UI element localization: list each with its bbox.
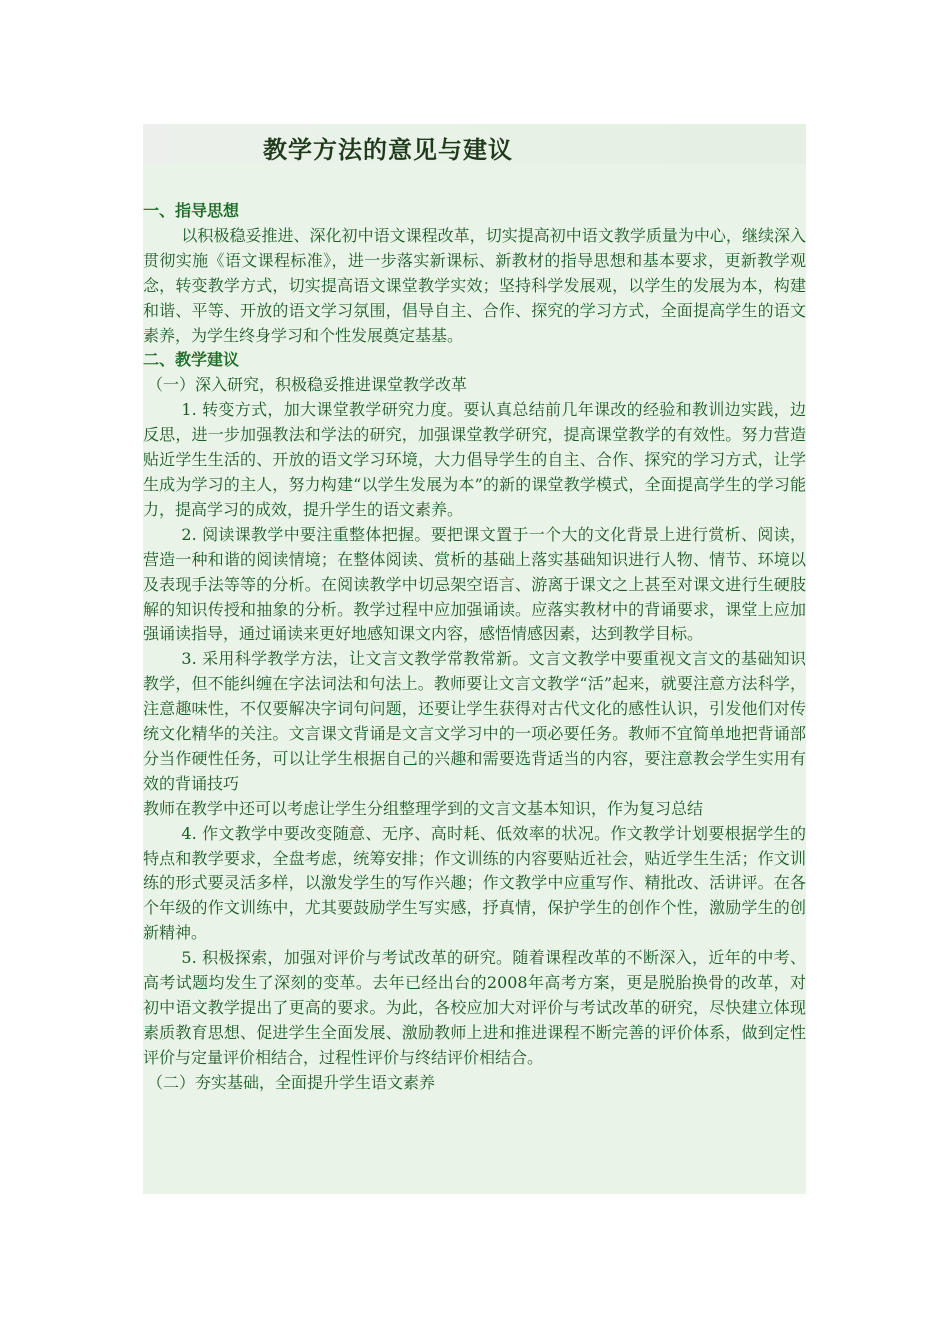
list-item: 3. 采用科学教学方法，让文言文教学常教常新。文言文教学中要重视文言文的基础知识教学，但不能纠缠在字法词法和句法上。教师要让文言文教学“活”起来，就要注意方法科学，注意趣味性，不仅要解决字词句问题，还要让学生获得对古代文化的感性认识，引发他们对传统文化精华的关注。文言课文背诵是文言文学习中的一项必要任务。教师不宜简单地把背诵部分当作硬性任务，可以让学生根据自己的兴趣和需要选背适当的内容，要注意教会学生实用有效的背诵技巧 [143, 649, 806, 793]
document-title: 教学方法的意见与建议 [263, 136, 513, 164]
list-item-continuation: 教师在教学中还可以考虑让学生分组整理学到的文言文基本知识，作为复习总结 [143, 798, 704, 818]
subheading: （二）夯实基础，全面提升学生语文素养 [147, 1072, 436, 1092]
section-heading: 二、教学建议 [143, 350, 240, 370]
paragraph: 以积极稳妥推进、深化初中语文课程改革，切实提高初中语文教学质量为中心，继续深入贯彻实施《语文课程标准》，进一步落实新课标、新教材的指导思想和基本要求，更新教学观念，转变教学方式，切实提高语文课堂教学实效；坚持科学发展观，以学生的发展为本，构建和谐、平等、开放的语文学习氛围，倡导自主、合作、探究的学习方式，全面提高学生的语文素养，为学生终身学习和个性发展奠定基基。 [143, 225, 806, 345]
list-item: 2. 阅读课教学中要注重整体把握。要把课文置于一个大的文化背景上进行赏析、阅读，营造一种和谐的阅读情境；在整体阅读、赏析的基础上落实基础知识进行人物、情节、环境以及表现手法等等的分析。在阅读教学中切忌架空语言、游离于课文之上甚至对课文进行生硬肢解的知识传授和抽象的分析。教学过程中应加强诵读。应落实教材中的背诵要求，课堂上应加强诵读指导，通过诵读来更好地感知课文内容，感悟情感因素，达到教学目标。 [143, 524, 806, 644]
section-heading: 一、指导思想 [143, 201, 240, 220]
list-item: 4. 作文教学中要改变随意、无序、高时耗、低效率的状况。作文教学计划要根据学生的特点和教学要求，全盘考虑，统筹安排；作文训练的内容要贴近社会，贴近学生生活；作文训练的形式要灵活多样，以激发学生的写作兴趣；作文教学中应重写作、精批改、活讲评。在各个年级的作文训练中，尤其要鼓励学生写实感，抒真情，保护学生的创作个性，激励学生的创新精神。 [143, 823, 806, 943]
document-body [143, 199, 806, 1096]
list-item: 1. 转变方式，加大课堂教学研究力度。要认真总结前几年课改的经验和教训边实践，边反思，进一步加强教法和学法的研究，加强课堂教学研究，提高课堂教学的有效性。努力营造贴近学生生活的、开放的语文学习环境，大力倡导学生的自主、合作、探究的学习方式，让学生成为学习的主人，努力构建“以学生发展为本”的新的课堂教学模式，全面提高学生的学习能力，提高学习的成效，提升学生的语文素养。 [143, 400, 806, 519]
subheading: （一）深入研究，积极稳妥推进课堂教学改革 [147, 375, 468, 395]
list-item: 5. 积极探索，加强对评价与考试改革的研究。随着课程改革的不断深入，近年的中考、高考试题均发生了深刻的变革。去年已经出台的2008年高考方案，更是脱胎换骨的改革，对初中语文教学提出了更高的要求。为此，各校应加大对评价与考试改革的研究，尽快建立体现素质教育思想、促进学生全面发展、激励教师上进和推进课程不断完善的评价体系，做到定性评价与定量评价相结合，过程性评价与终结评价相结合。 [143, 948, 806, 1067]
